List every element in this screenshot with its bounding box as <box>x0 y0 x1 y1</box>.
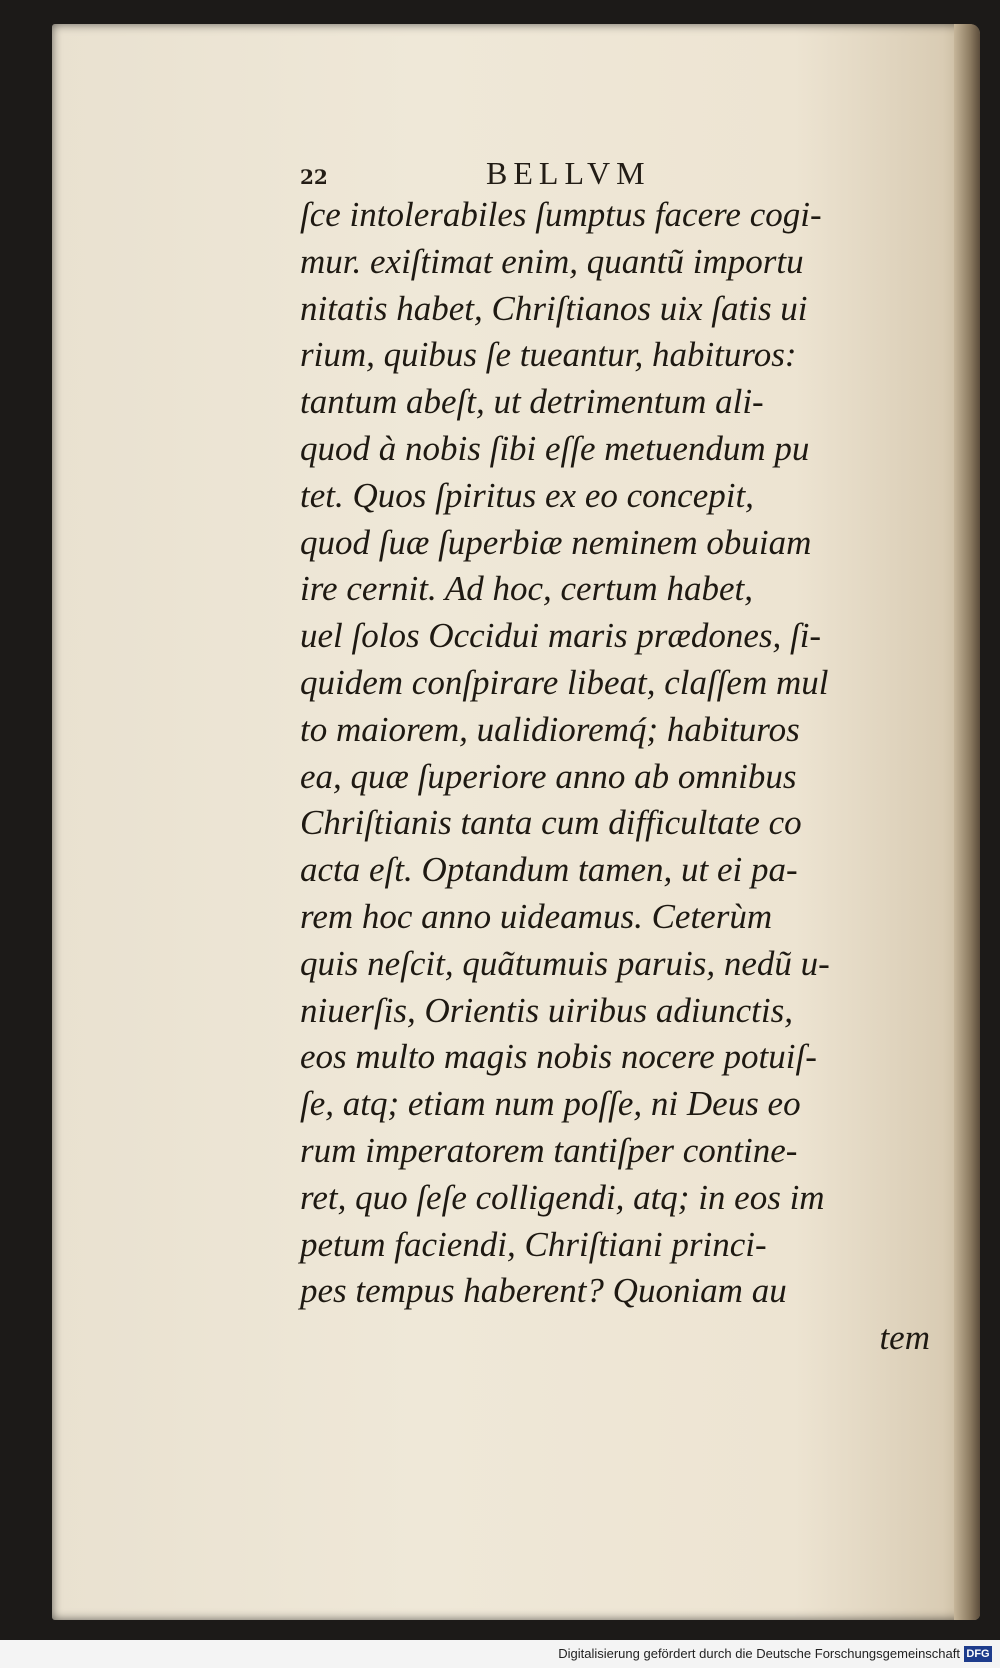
text-line: niuerſis, Orientis uiribus adiunctis, <box>300 990 793 1030</box>
text-line: nitatis habet, Chriſtianos uix ſatis ui <box>300 288 808 328</box>
text-line: acta eſt. Optandum tamen, ut ei pa- <box>300 850 798 890</box>
text-block <box>300 192 930 1362</box>
text-line: eos multo magis nobis nocere potuiſ- <box>300 1037 817 1077</box>
text-line: tet. Quos ſpiritus ex eo concepit, <box>300 475 754 515</box>
text-line: to maiorem, ualidioremq́; habituros <box>300 709 800 749</box>
text-line: petum faciendi, Chriſtiani princi- <box>300 1224 767 1264</box>
page-header <box>300 155 900 195</box>
text-line: pes tempus haberent? Quoniam au <box>300 1271 787 1311</box>
text-line: ſce intolerabiles ſumptus facere cogi- <box>300 195 822 234</box>
page-number: 22 <box>300 165 328 189</box>
text-line: mur. exiſtimat enim, quantũ importu <box>300 241 804 281</box>
text-line: quod à nobis ſibi eſſe metuendum pu <box>300 428 810 468</box>
text-line: quod ſuæ ſuperbiæ neminem obuiam <box>300 522 812 562</box>
text-line: rium, quibus ſe tueantur, habituros: <box>300 335 797 375</box>
running-head: BELLVM <box>486 155 651 191</box>
dfg-logo: DFG <box>964 1646 992 1662</box>
text-line: Chriſtianis tanta cum difficultate co <box>300 803 802 843</box>
text-line: quidem conſpirare libeat, claſſem mul <box>300 662 829 702</box>
text-line: ret, quo ſeſe colligendi, atq; in eos im <box>300 1177 825 1217</box>
footer-credit: Digitalisierung gefördert durch die Deutsche Forschungsgemeinschaft <box>558 1646 960 1661</box>
text-line: ire cernit. Ad hoc, certum habet, <box>300 569 753 609</box>
text-line: ea, quæ ſuperiore anno ab omnibus <box>300 756 797 796</box>
text-line: ſe, atq; etiam num poſſe, ni Deus eo <box>300 1084 801 1124</box>
text-line: uel ſolos Occidui maris prædones, ſi- <box>300 616 822 656</box>
page-edge <box>954 24 980 1620</box>
text-line: rum imperatorem tantiſper contine- <box>300 1130 798 1170</box>
footer-bar <box>0 1640 1000 1668</box>
text-line: tantum abeſt, ut detrimentum ali- <box>300 382 764 422</box>
catchword: tem <box>879 1318 930 1358</box>
text-line: quis neſcit, quãtumuis paruis, nedũ u- <box>300 943 830 983</box>
text-line: rem hoc anno uideamus. Ceterùm <box>300 896 773 936</box>
